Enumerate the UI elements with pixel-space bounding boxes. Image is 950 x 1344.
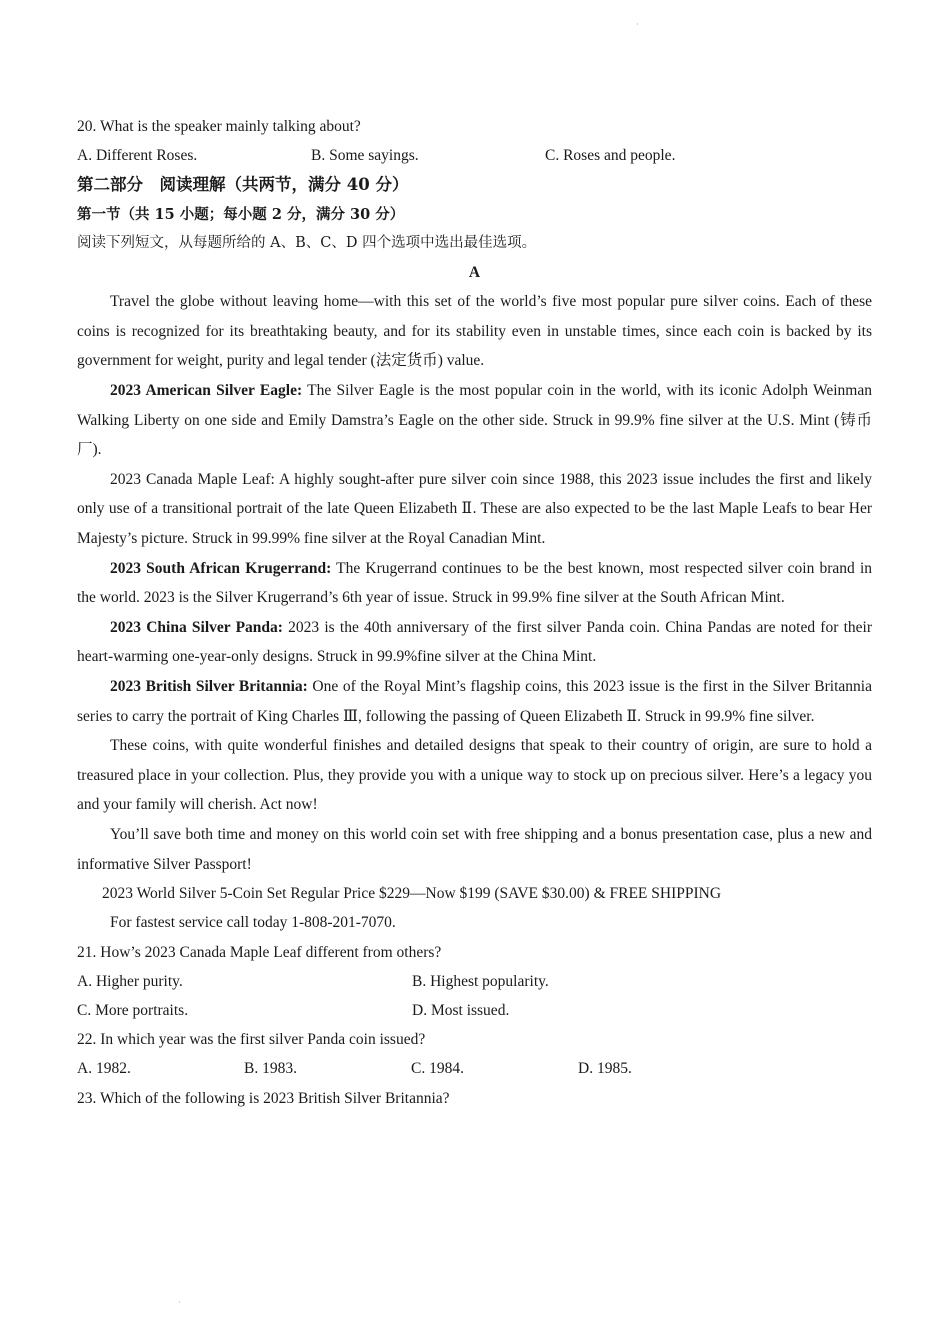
- option-c: C. 1984.: [411, 1060, 464, 1078]
- option-b: B. Some sayings.: [311, 147, 419, 165]
- option-a: A. Different Roses.: [77, 147, 198, 165]
- paragraph-krugerrand: [77, 554, 872, 613]
- paragraph-maple: 2023 Canada Maple Leaf: A highly sought-after pure silver coin since 1988, this 2023 issue includes the first and likely only use of a transitional portrait of the late Queen Elizabeth Ⅱ. These are also expected to be the last Maple Leafs to bear Her Majesty’s picture. Struck in 99.99% fine silver at the Royal Canadian Mint.: [77, 470, 872, 547]
- option-d: D. Most issued.: [412, 1001, 510, 1019]
- option-c: C. More portraits.: [77, 1001, 189, 1019]
- eagle-heading: 2023 American Silver Eagle:: [110, 382, 303, 399]
- question-22: 22. In which year was the first silver Panda coin issued?: [77, 1031, 426, 1049]
- option-b: B. Highest popularity.: [412, 972, 549, 990]
- price-line: 2023 World Silver 5-Coin Set Regular Price $229—Now $199 (SAVE $30.00) & FREE SHIPPING: [102, 885, 722, 903]
- scan-mark: ·: [178, 1298, 181, 1307]
- question-21: 21. How’s 2023 Canada Maple Leaf different from others?: [77, 943, 442, 961]
- britannia-text: One of the Royal Mint’s flagship coins, this 2023 issue is the first in the Silver Britannia series to carry the portrait of King Charles Ⅲ, following the passing of Queen Elizabeth Ⅱ. Struck in 99.9% fine silver.: [77, 677, 872, 725]
- option-a: A. Higher purity.: [77, 972, 183, 990]
- panda-text: 2023 is the 40th anniversary of the first silver Panda coin. China Pandas are noted for their heart-warming one-year-only designs. Struck in 99.9%fine silver at the China Mint.: [77, 618, 872, 666]
- part-title: 第二部分 阅读理解（共两节，满分 40 分）: [77, 175, 409, 195]
- call-line: For fastest service call today 1-808-201-7070.: [110, 914, 396, 932]
- britannia-heading: 2023 British Silver Britannia:: [110, 677, 308, 695]
- passage-label: A: [468, 264, 481, 282]
- krugerrand-heading: 2023 South African Krugerrand:: [110, 559, 332, 577]
- passage-intro: Travel the globe without leaving home—with this set of the world’s five most popular pure silver coins. Each of these coins is recognized for its breathtaking beauty, and for its stability even in unstable times, since each coin is backed by its government for weight, purity and legal tender (法定货币) value.: [77, 293, 872, 370]
- question-22-options: [77, 1054, 872, 1083]
- instruction: 阅读下列短文，从每题所给的 A、B、C、D 四个选项中选出最佳选项。: [77, 234, 537, 251]
- panda-heading: 2023 China Silver Panda:: [110, 618, 283, 636]
- paragraph-eagle: [77, 376, 872, 465]
- question-23: 23. Which of the following is 2023 British Silver Britannia?: [77, 1089, 450, 1107]
- paragraph-panda: [77, 613, 872, 672]
- paragraph-closing-1: These coins, with quite wonderful finishes and detailed designs that speak to their country of origin, are sure to hold a treasured place in your collection. Plus, they provide you with a unique way to stock up on precious silver. Here’s a legacy you and your family will cherish. Act now!: [77, 737, 872, 814]
- question-20: 20. What is the speaker mainly talking about?: [77, 118, 361, 135]
- eagle-text: The Silver Eagle is the most popular coin in the world, with its iconic Adolph Weinman Walking Liberty on one side and Emily Damstra’s Eagle on the other side. Struck in 99.9% fine silver at the U.S. Mint (铸币厂).: [77, 382, 872, 459]
- krugerrand-text: The Krugerrand continues to be the best known, most respected silver coin brand in the world. 2023 is the Silver Krugerrand’s 6th year of issue. Struck in 99.9% fine silver at the South African Mint.: [77, 559, 872, 607]
- option-c: C. Roses and people.: [545, 147, 676, 165]
- paragraph-closing-2: You’ll save both time and money on this world coin set with free shipping and a bonus presentation case, plus a new and informative Silver Passport!: [77, 825, 872, 873]
- exam-page: [77, 112, 872, 1113]
- question-21-options-row1: [77, 967, 872, 996]
- paragraph-britannia: [77, 672, 872, 731]
- option-b: B. 1983.: [244, 1060, 297, 1078]
- option-d: D. 1985.: [578, 1060, 632, 1078]
- section-title: 第一节（共 15 小题；每小题 2 分，满分 30 分）: [77, 205, 405, 223]
- scan-mark: ·: [636, 20, 639, 29]
- question-21-options-row2: [77, 996, 872, 1025]
- question-20-options: [77, 141, 872, 170]
- option-a: A. 1982.: [77, 1060, 131, 1078]
